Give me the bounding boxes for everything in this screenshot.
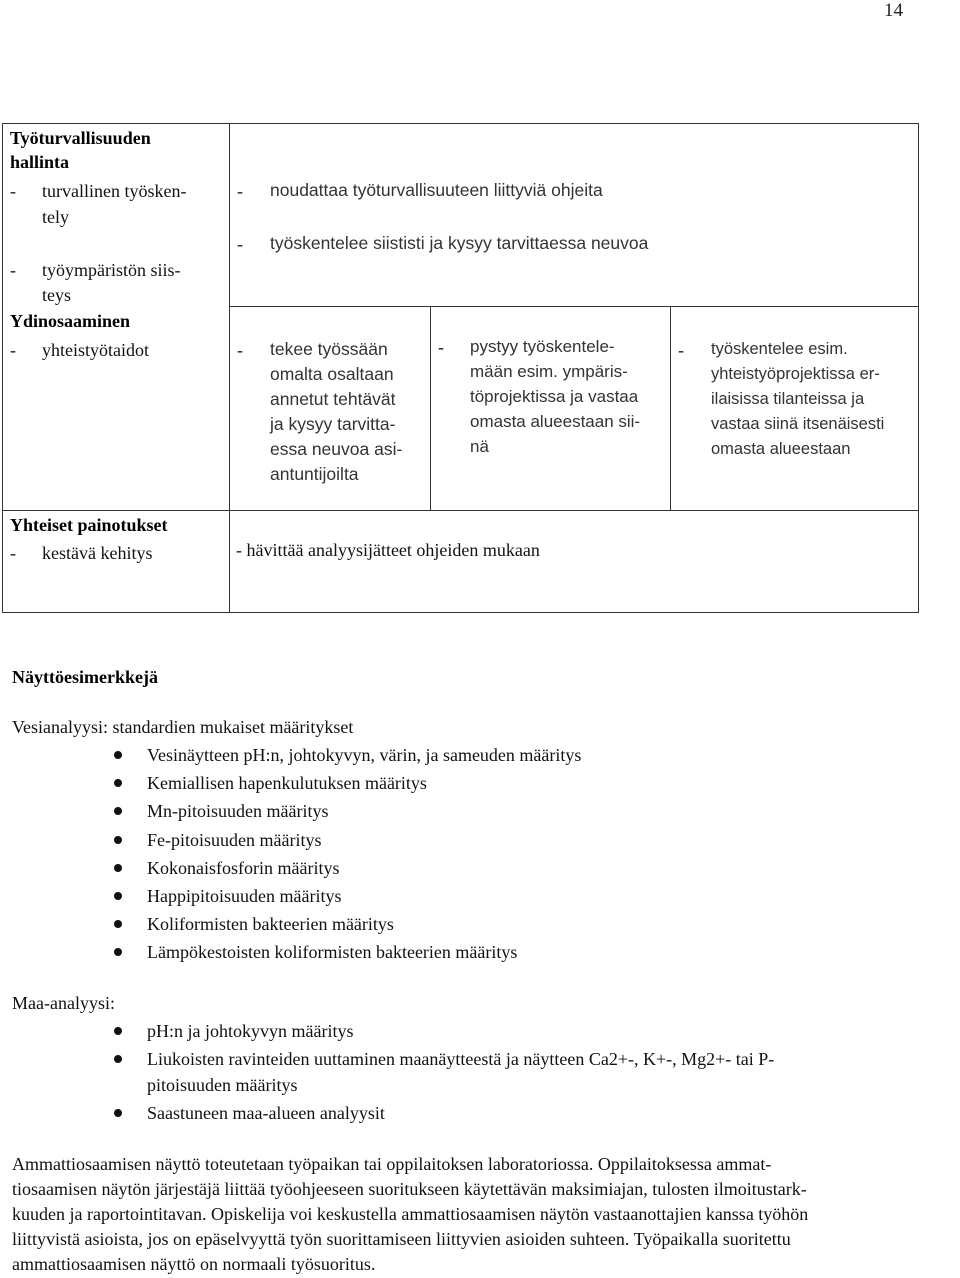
text-line: mään esim. ympäris- [470, 362, 628, 381]
water-item: Kokonaisfosforin määritys [147, 858, 340, 878]
soil-item-cont: pitoisuuden määritys [147, 1075, 298, 1095]
row1-title: Työturvallisuuden [10, 128, 151, 148]
soil-item: pH:n ja johtokyvyn määritys [147, 1021, 354, 1041]
text-line: nä [470, 437, 489, 456]
text-line: työskentelee esim. [711, 340, 848, 358]
closing-line: ammattiosaamisen näyttö on normaali työsuoritus. [12, 1254, 376, 1274]
row2-title: Ydinosaaminen [10, 311, 131, 331]
dash: - [10, 260, 16, 280]
page-number: 14 [884, 0, 903, 21]
water-item: Mn-pitoisuuden määritys [147, 801, 329, 821]
text-line: essa neuvoa asi- [270, 439, 403, 459]
water-item: Fe-pitoisuuden määritys [147, 830, 322, 850]
water-item: Kemiallisen hapenkulutuksen määritys [147, 773, 427, 793]
bullet-icon [114, 807, 122, 815]
dash: - [10, 181, 16, 201]
text-line: ja kysyy tarvitta- [270, 414, 396, 434]
text-line: pystyy työskentele- [470, 337, 615, 356]
dash: - [10, 340, 16, 360]
row2-level3 [711, 337, 884, 462]
water-item: Koliformisten bakteerien määritys [147, 914, 394, 934]
dash: - [678, 340, 684, 360]
row1-criterion-1: noudattaa työturvallisuuteen liittyviä ohjeita [270, 180, 603, 200]
table-divider [430, 306, 431, 511]
soil-item: Liukoisten ravinteiden uuttaminen maanäytteestä ja näytteen Ca2+-, K+-, Mg2+- tai P- [147, 1049, 775, 1069]
closing-line: liittyvistä asioista, jos on epäselvyyttä työn suorittamiseen liittyvien asioiden suhteen. Työpaikalla suoritettu [12, 1229, 791, 1249]
row3-criterion: - hävittää analyysijätteet ohjeiden mukaan [236, 540, 540, 560]
bullet-icon [114, 864, 122, 872]
row1-item-2: työympäristön siis- [42, 260, 181, 280]
bullet-icon [114, 948, 122, 956]
row1-criterion-2: työskentelee siististi ja kysyy tarvittaessa neuvoa [270, 233, 649, 253]
text-line: omalta osaltaan [270, 364, 394, 384]
text-line: vastaa siinä itsenäisesti [711, 415, 885, 433]
text-line: tekee työssään [270, 339, 388, 359]
text-line: ilaisissa tilanteissa ja [711, 390, 865, 408]
water-item: Lämpökestoisten koliformisten bakteerien määritys [147, 942, 518, 962]
closing-line: tiosaamisen näytön järjestäjä liittää työohjeeseen suoritukseen käytettävän maksimiajan, tulosten ilmoitustark- [12, 1179, 807, 1199]
water-intro: Vesianalyysi: standardien mukaiset määritykset [12, 717, 354, 737]
text-line: annetut tehtävät [270, 389, 396, 409]
row1-title-cont: hallinta [10, 152, 70, 172]
bullet-icon [114, 836, 122, 844]
bullet-icon [114, 892, 122, 900]
examples-heading: Näyttöesimerkkejä [12, 667, 158, 687]
row1-item-1-cont: tely [42, 207, 69, 227]
table-divider [229, 123, 230, 613]
dash: - [237, 234, 243, 254]
soil-item: Saastuneen maa-alueen analyysit [147, 1103, 385, 1123]
row3-title: Yhteiset painotukset [10, 515, 168, 535]
bullet-icon [114, 920, 122, 928]
row1-item-1: turvallinen työsken- [42, 181, 187, 201]
bullet-icon [114, 1055, 122, 1063]
text-line: omasta alueestaan sii- [470, 412, 641, 431]
row1-item-2-cont: teys [42, 285, 71, 305]
dash: - [10, 543, 16, 563]
text-line: yhteistyöprojektissa er- [711, 365, 880, 383]
table-divider [229, 306, 919, 307]
dash: - [237, 181, 243, 201]
closing-line: Ammattiosaamisen näyttö toteutetaan työpaikan tai oppilaitoksen laboratoriossa. Oppilaitoksessa ammat- [12, 1154, 772, 1174]
text-line: omasta alueestaan [711, 440, 851, 458]
bullet-icon [114, 779, 122, 787]
dash: - [237, 340, 243, 360]
soil-intro: Maa-analyysi: [12, 993, 115, 1013]
row2-item: yhteistyötaidot [42, 340, 149, 360]
row3-item: kestävä kehitys [42, 543, 153, 563]
water-item: Vesinäytteen pH:n, johtokyvyn, värin, ja sameuden määritys [147, 745, 582, 765]
table-divider [670, 306, 671, 511]
bullet-icon [114, 1109, 122, 1117]
dash: - [438, 337, 444, 357]
text-line: töprojektissa ja vastaa [470, 387, 639, 406]
row2-level1 [270, 337, 402, 487]
text-line: antuntijoilta [270, 464, 359, 484]
bullet-icon [114, 751, 122, 759]
row2-level2 [470, 334, 640, 459]
water-item: Happipitoisuuden määritys [147, 886, 342, 906]
closing-line: kuuden ja raportointitavan. Opiskelija voi keskustella ammattiosaamisen näytön vastaanottajien kanssa työhön [12, 1204, 809, 1224]
bullet-icon [114, 1027, 122, 1035]
